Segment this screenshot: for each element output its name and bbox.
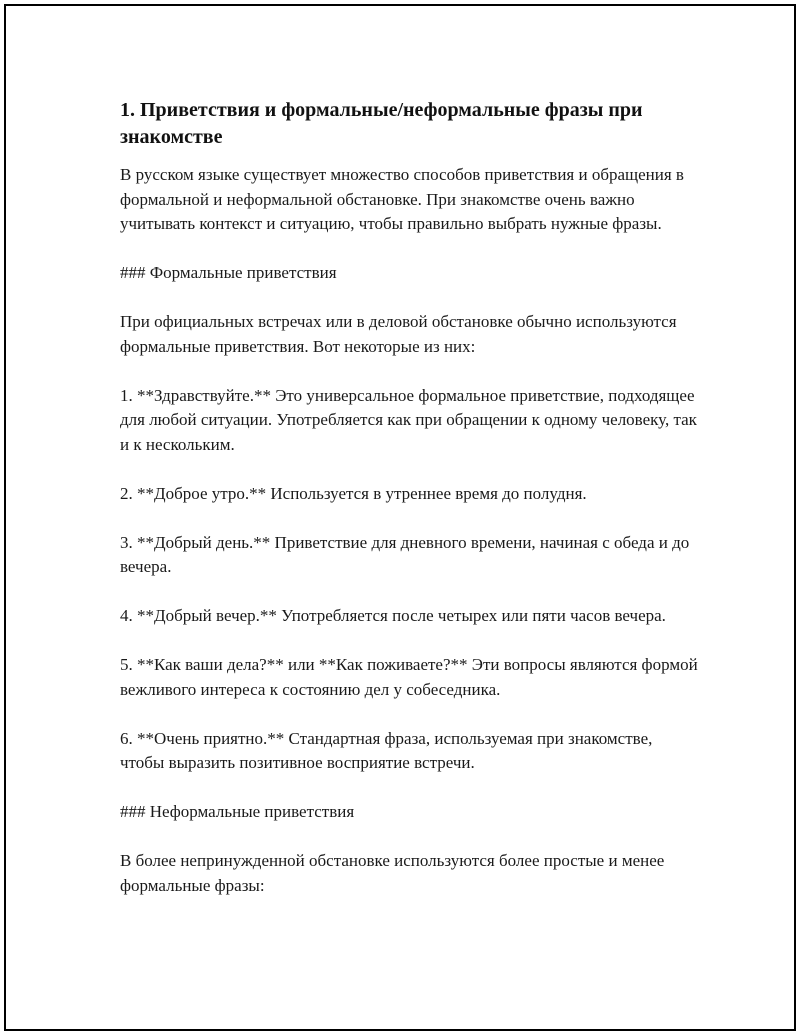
list-item-2: 2. **Доброе утро.** Используется в утреннее время до полудня. <box>120 483 587 503</box>
section-heading: 1. Приветствия и формальные/неформальные фразы при знакомстве <box>120 99 643 148</box>
page-frame <box>4 4 796 1031</box>
list-item-5: 5. **Как ваши дела?** или **Как поживаете?** Эти вопросы являются формой вежливого интереса к состоянию дел у собеседника. <box>120 655 698 699</box>
list-item-6: 6. **Очень приятно.** Стандартная фраза, используемая при знакомстве, чтобы выразить позитивное восприятие встречи. <box>120 728 653 772</box>
list-item-3: 3. **Добрый день.** Приветствие для дневного времени, начиная с обеда и до вечера. <box>120 532 690 576</box>
list-item-4: 4. **Добрый вечер.** Употребляется после четырех или пяти часов вечера. <box>120 606 666 625</box>
informal-intro-paragraph: В более непринужденной обстановке используются более простые и менее формальные фразы: <box>120 851 665 895</box>
intro-paragraph: В русском языке существует множество способов приветствия и обращения в формальной и неформальной обстановке. При знакомстве очень важно учитывать контекст и ситуацию, чтобы правильно выбрать нужные фразы. <box>120 165 684 233</box>
formal-intro-paragraph: При официальных встречах или в деловой обстановке обычно используются формальные приветствия. Вот некоторые из них: <box>120 312 677 356</box>
subheading-informal: ### Неформальные приветствия <box>120 802 355 821</box>
subheading-formal: ### Формальные приветствия <box>120 263 337 282</box>
list-item-1: 1. **Здравствуйте.** Это универсальное формальное приветствие, подходящее для любой ситуации. Употребляется как при обращении к одному человеку, так и к нескольким. <box>120 385 697 454</box>
document-body <box>120 97 700 923</box>
